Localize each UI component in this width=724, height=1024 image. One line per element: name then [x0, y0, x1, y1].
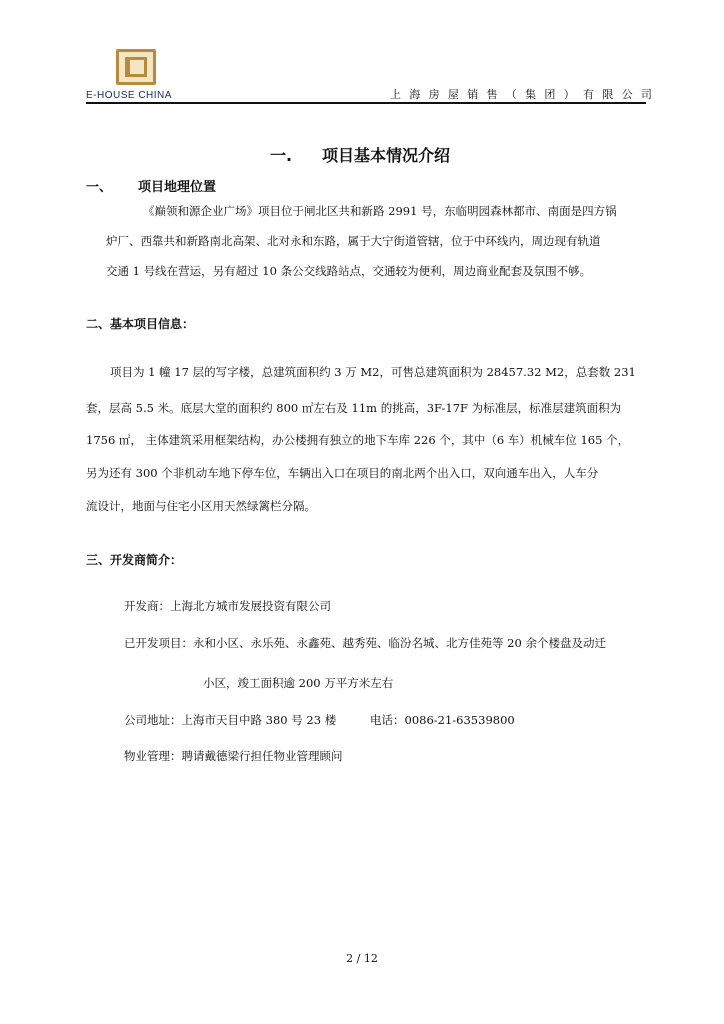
company-phone: 电话：0086-21-63539800 [370, 713, 515, 727]
section3-heading: 三、开发商简介： [86, 553, 183, 567]
section1-title: 项目地理位置 [138, 180, 217, 195]
developer-name: 开发商：上海北方城市发展投资有限公司 [124, 599, 331, 613]
company-address: 公司地址：上海市天目中路 380 号 23 楼 [124, 713, 337, 727]
page-title [270, 143, 450, 166]
logo-text: E-HOUSE CHINA [86, 90, 172, 101]
page-number: 2 / 12 [346, 952, 378, 965]
header-company-name: 上海房屋销售（集团）有限公司 [390, 88, 661, 101]
header-divider [86, 102, 646, 104]
logo-emblem-icon [116, 49, 156, 85]
section1-line-3: 交通 1 号线在营运，另有超过 10 条公交线路站点，交通较为便利，周边商业配套及氛围不够。 [106, 264, 592, 278]
title-text: 项目基本情况介绍 [322, 146, 451, 165]
title-number: 一. [270, 146, 293, 165]
section2-heading: 二、基本项目信息： [86, 317, 195, 331]
section2-line-1: 项目为 1 幢 17 层的写字楼，总建筑面积约 3 万 M2，可售总建筑面积为 28457.32 M2，总套数 231 [110, 365, 636, 379]
section2-line-3: 1756 ㎡， 主体建筑采用框架结构，办公楼拥有独立的地下车库 226 个，其中（6 车）机械车位 165 个， [86, 433, 630, 447]
section1-line-2: 炉厂、西靠共和新路南北高架、北对永和东路，属于大宁街道管辖，位于中环线内，周边现有轨道 [106, 234, 601, 248]
property-management: 物业管理：聘请戴德梁行担任物业管理顾问 [124, 749, 343, 763]
developed-projects-cont: 小区，竣工面积逾 200 万平方米左右 [203, 676, 394, 690]
section2-line-4: 另为还有 300 个非机动车地下停车位，车辆出入口在项目的南北两个出入口，双向通车出入，人车分 [86, 466, 599, 480]
section2-line-5: 流设计，地面与住宅小区用天然绿篱栏分隔。 [86, 499, 316, 513]
developed-projects: 已开发项目：永和小区、永乐苑、永鑫苑、越秀苑、临汾名城、北方佳苑等 20 余个楼盘及动迁 [124, 636, 606, 650]
company-logo [86, 48, 186, 101]
section2-line-2: 套，层高 5.5 米。底层大堂的面积约 800 ㎡左右及 11m 的挑高，3F-17F 为标准层，标准层建筑面积为 [86, 401, 622, 415]
section1-line-1: 《巅领和源企业广场》项目位于闸北区共和新路 2991 号，东临明园森林都市、南面是四方锅 [143, 204, 617, 218]
section1-heading [86, 176, 216, 195]
section1-number: 一、 [86, 180, 113, 195]
